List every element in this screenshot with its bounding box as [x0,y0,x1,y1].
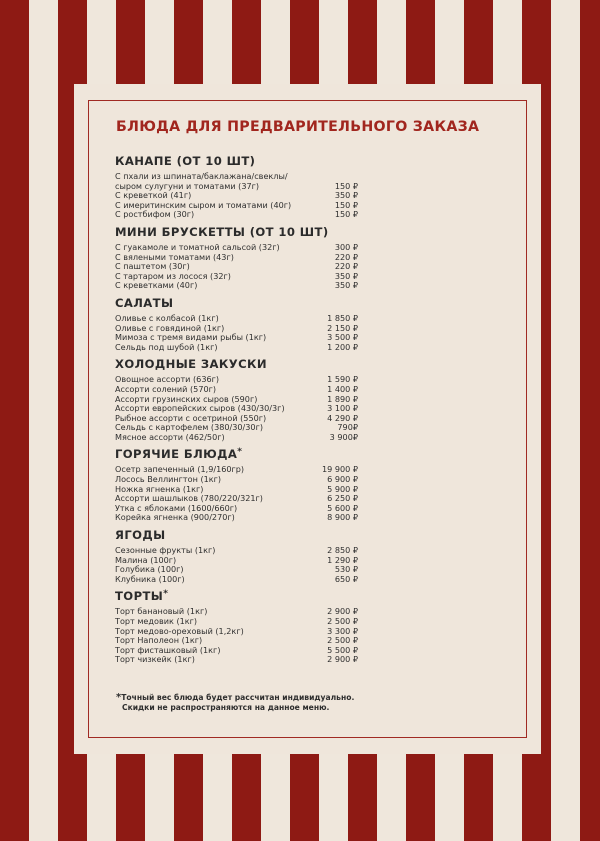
menu-item-price: 1 200 ₽ [327,341,358,352]
menu-item-name: Осетр запеченный (1,9/160гр) [115,464,245,475]
menu-item-price: 790₽ [337,422,358,433]
menu-item-price: 350 ₽ [334,190,358,201]
menu-content [115,154,380,665]
menu-item-name: Сельдь под шубой (1кг) [115,341,218,352]
menu-item-name: Голубика (100г) [115,564,184,575]
menu-section [115,589,380,665]
menu-section [115,225,380,291]
menu-item-name: С пхали из шпината/баклажана/свеклы/ сыром сулугуни и томатами (37г) [115,171,288,191]
menu-item-price: 1 290 ₽ [327,554,358,565]
menu-section [115,154,380,220]
menu-item-name: Утка с яблоками (1600/660г) [115,502,238,513]
section-title-text: ХОЛОДНЫЕ ЗАКУСКИ [115,357,267,372]
menu-item-name: Торт банановый (1кг) [115,606,208,617]
menu-item-price: 19 900 ₽ [321,464,358,475]
menu-item-price: 2 150 ₽ [327,322,358,333]
menu-item-price: 2 850 ₽ [327,545,358,556]
menu-item-name: С гуакамоле и томатной сальсой (32г) [115,241,280,252]
menu-panel [74,84,541,754]
menu-item-price: 530 ₽ [334,564,358,575]
section-title-text: ТОРТЫ [115,589,164,604]
menu-item-name: Корейка ягненка (900/270г) [115,512,235,523]
section-title-text: КАНАПЕ (ОТ 10 ШТ) [115,154,256,168]
menu-item-price: 5 600 ₽ [327,502,358,513]
menu-item-name: Овощное ассорти (636г) [115,374,220,385]
menu-item-price: 1 400 ₽ [327,383,358,394]
section-title [115,528,380,542]
menu-item-price: 2 900 ₽ [327,654,358,665]
menu-item-price: 350 ₽ [334,280,358,291]
menu-item-name: С имеритинским сыром и томатами (40г) [115,199,292,210]
footnote-line-2: Скидки не распространяются на данное меню. [122,703,330,712]
menu-item-name: Торт Наполеон (1кг) [115,635,203,646]
page-title: БЛЮДА ДЛЯ ПРЕДВАРИТЕЛЬНОГО ЗАКАЗА [116,119,480,135]
menu-item-price: 1 850 ₽ [327,312,358,323]
menu-item-price: 2 500 ₽ [327,635,358,646]
menu-item-name: Ассорти шашлыков (780/220/321г) [115,493,263,504]
menu-item-price: 5 900 ₽ [327,483,358,494]
menu-item-price: 150 ₽ [334,209,358,220]
menu-item-name: Торт фисташковый (1кг) [115,644,221,655]
menu-item-name: С ростбифом (30г) [115,209,195,220]
footnote-star: * [116,692,122,703]
section-star: * [163,589,169,600]
section-title-text: ГОРЯЧИЕ БЛЮДА [115,447,238,462]
menu-item-name: С тартаром из лосося (32г) [115,270,231,281]
menu-item-name: С креветками (40г) [115,280,198,291]
menu-item [115,172,380,191]
menu-item-name: Торт чизкейк (1кг) [115,654,195,665]
menu-item-price: 3 100 ₽ [327,403,358,414]
menu-section [115,357,380,442]
menu-item-name: Сельдь с картофелем (380/30/30г) [115,422,263,433]
menu-item-name: Торт медово-ореховый (1,2кг) [115,625,244,636]
menu-item-price: 220 ₽ [334,251,358,262]
menu-item-name: Оливье с говядиной (1кг) [115,322,225,333]
menu-item [115,513,380,523]
footnote-line-1: Точный вес блюда будет рассчитан индивидуально. [121,693,355,702]
section-title [115,296,380,310]
menu-section [115,447,380,523]
menu-item-name: Рыбное ассорти с осетриной (550г) [115,412,267,423]
menu-item-name: Лосось Веллингтон (1кг) [115,474,222,485]
section-title-text: ЯГОДЫ [115,528,166,543]
menu-item-name: Сезонные фрукты (1кг) [115,545,216,556]
menu-item-price: 150 ₽ [334,199,358,210]
menu-item-name: Ножка ягненка (1кг) [115,483,204,494]
menu-item-price: 2 900 ₽ [327,606,358,617]
section-title [115,589,380,603]
menu-item-price: 650 ₽ [334,573,358,584]
menu-item-price: 5 500 ₽ [327,644,358,655]
menu-item [115,343,380,353]
menu-item-price: 4 290 ₽ [327,412,358,423]
menu-item-price: 8 900 ₽ [327,512,358,523]
section-title [115,357,380,371]
menu-item-name: С вялеными томатами (43г) [115,251,234,262]
menu-item-name: Клубника (100г) [115,573,185,584]
menu-item-price: 150 ₽ [334,180,358,191]
menu-item [115,433,380,443]
menu-item [115,575,380,585]
menu-item-name: Ассорти европейских сыров (430/30/3г) [115,403,285,414]
section-title-text: МИНИ БРУСКЕТТЫ (ОТ 10 ШТ) [115,224,329,239]
menu-item-price: 220 ₽ [334,261,358,272]
menu-item-price: 1 890 ₽ [327,393,358,404]
menu-item-name: Мясное ассорти (462/50г) [115,431,225,442]
menu-item-price: 1 590 ₽ [327,374,358,385]
menu-item-name: Оливье с колбасой (1кг) [115,312,219,323]
section-title-text: САЛАТЫ [115,295,174,310]
menu-item [115,281,380,291]
menu-item [115,655,380,665]
section-star: * [237,447,243,458]
menu-item-price: 6 250 ₽ [327,493,358,504]
menu-section [115,296,380,352]
menu-item-price: 350 ₽ [334,270,358,281]
menu-item-price: 3 900₽ [329,431,358,442]
footnote [116,693,496,713]
section-title [115,447,380,461]
menu-item [115,210,380,220]
menu-item-name: С креветкой (41г) [115,190,192,201]
menu-item-name: Ассорти грузинских сыров (590г) [115,393,258,404]
menu-item-price: 300 ₽ [334,241,358,252]
menu-item-name: С паштетом (30г) [115,261,190,272]
section-title [115,225,380,239]
menu-section [115,528,380,584]
menu-item-name: Ассорти солений (570г) [115,383,217,394]
menu-item-price: 6 900 ₽ [327,474,358,485]
menu-item-price: 2 500 ₽ [327,616,358,626]
menu-item-name: Торт медовик (1кг) [115,616,198,626]
menu-item-price: 3 300 ₽ [327,625,358,636]
menu-item-price: 3 500 ₽ [327,332,358,343]
menu-item-name: Малина (100г) [115,554,177,565]
menu-item-name: Мимоза с тремя видами рыбы (1кг) [115,332,267,343]
section-title [115,154,380,168]
